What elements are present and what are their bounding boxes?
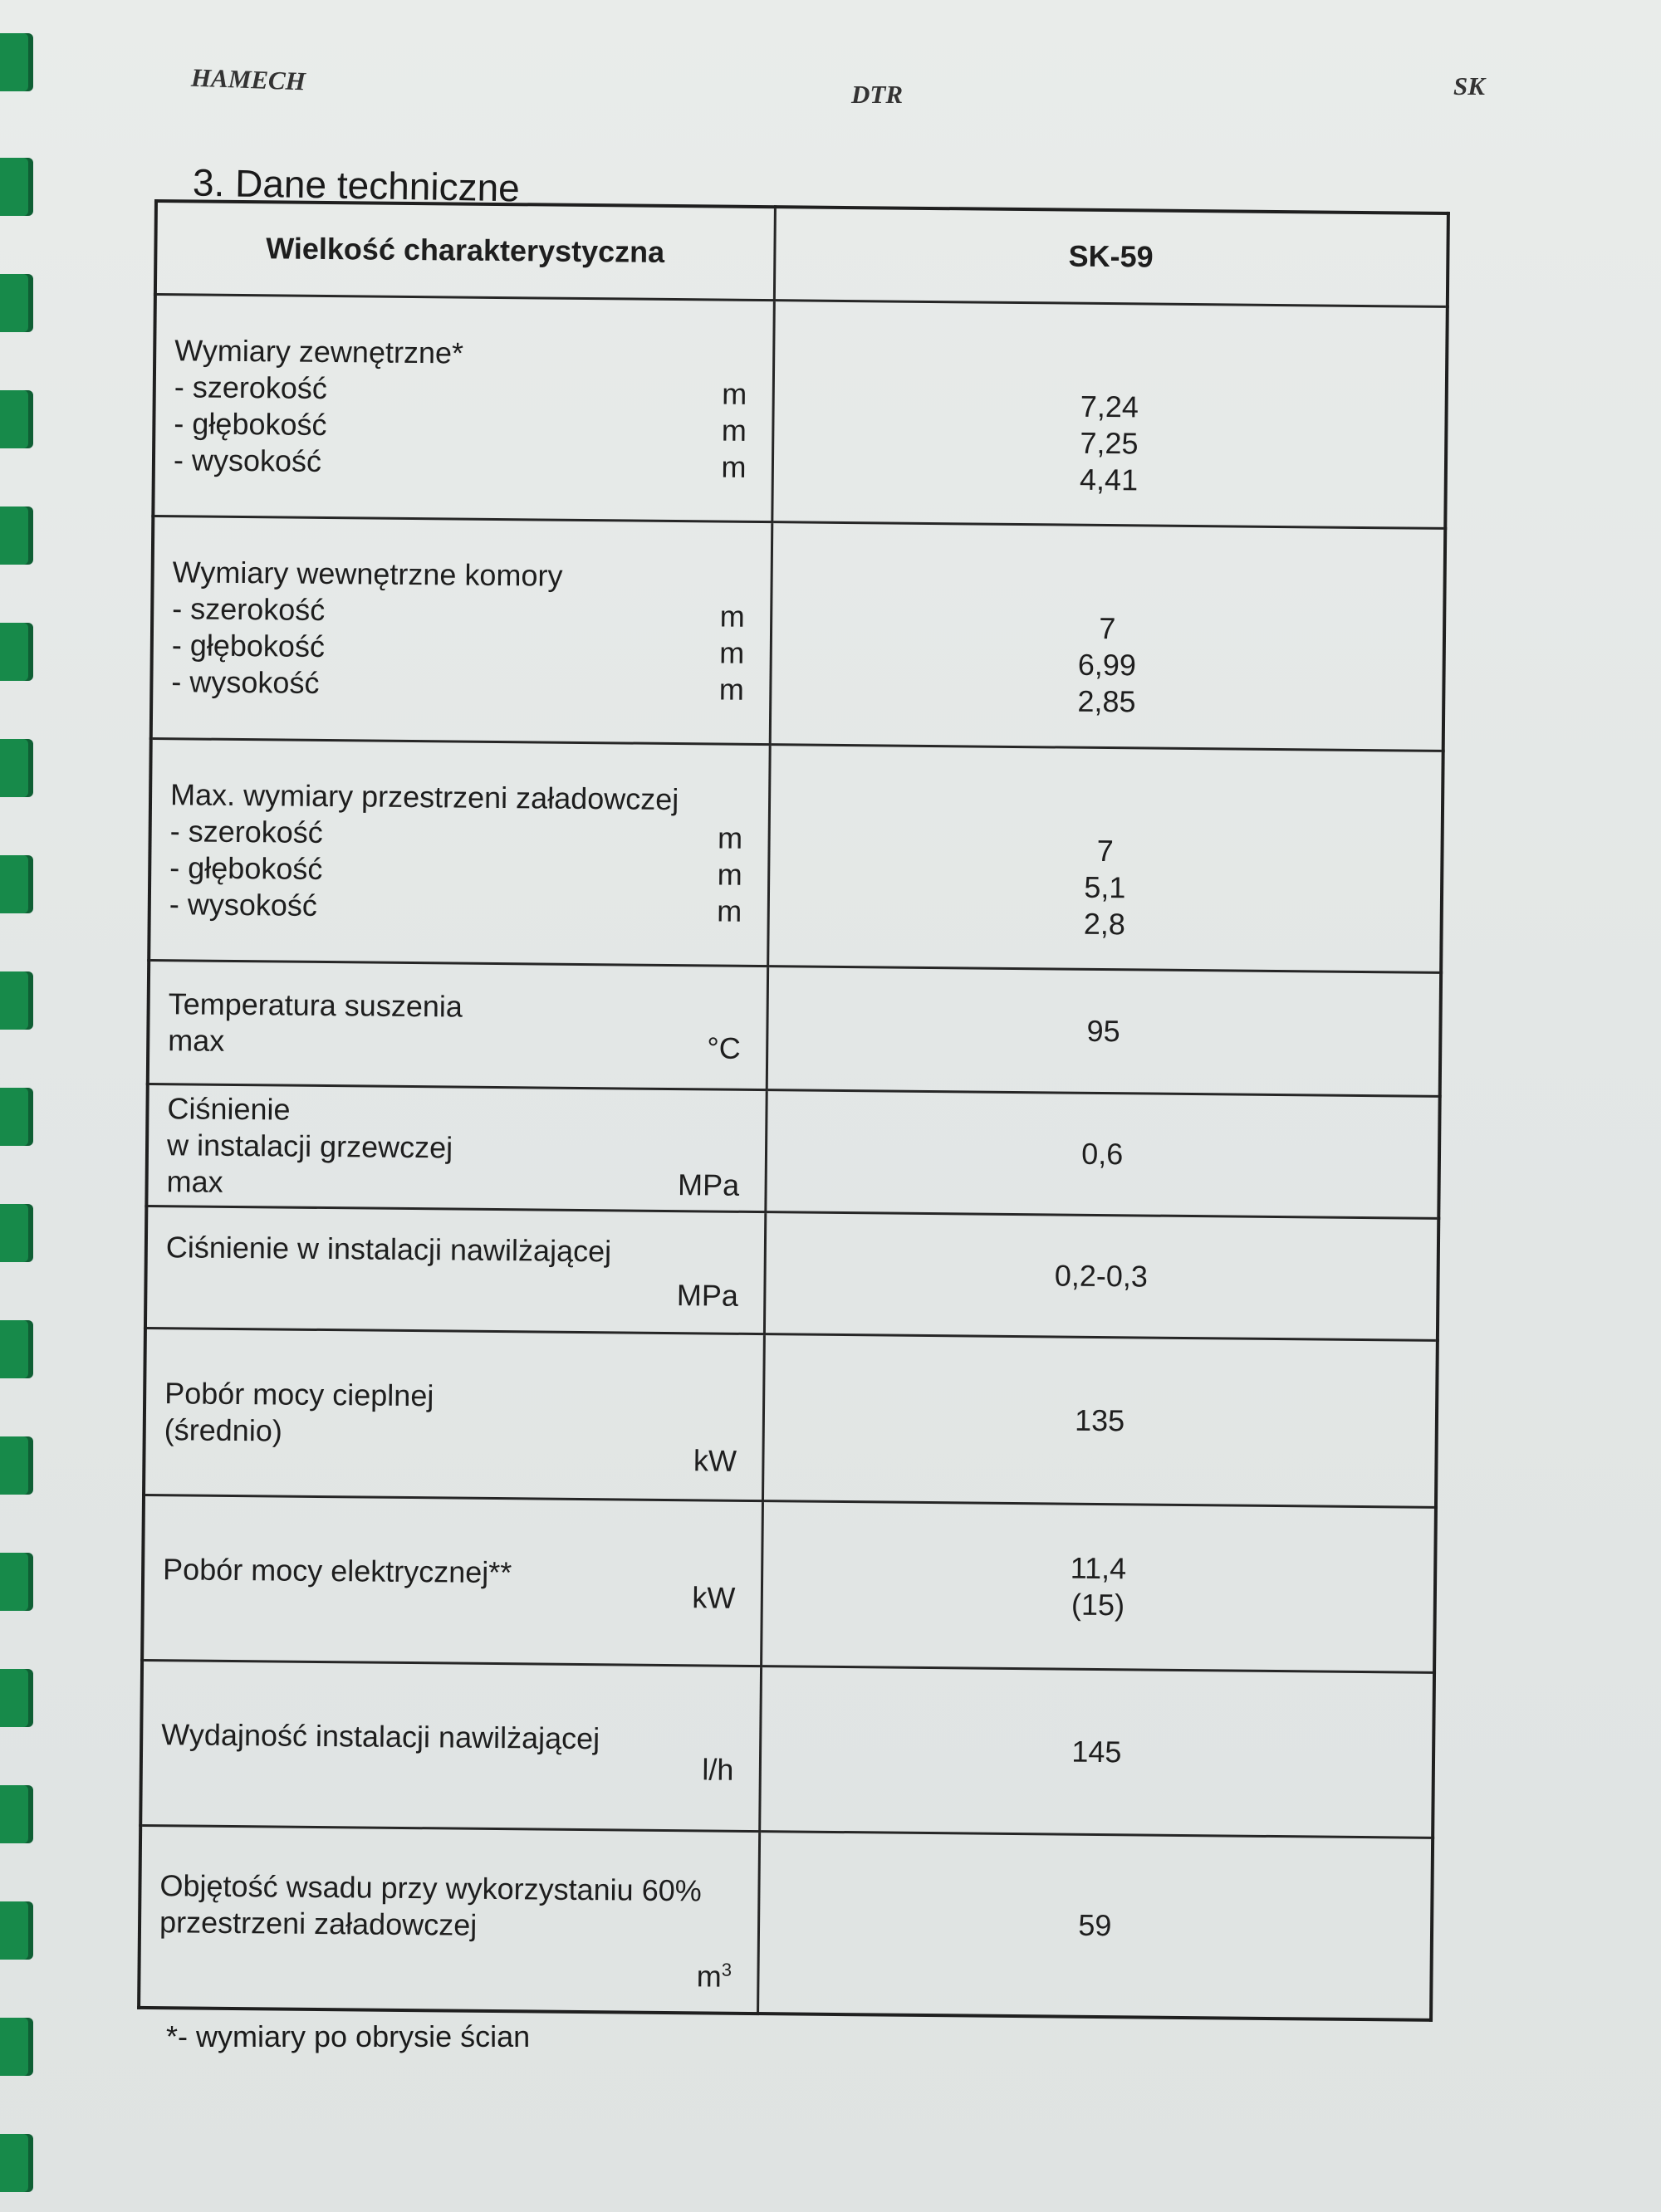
table-row [145,1206,1438,1340]
parameter-cell [145,1206,765,1334]
parameter-cell [148,961,767,1090]
unit-label: kW [692,1580,736,1615]
unit-exponent: 3 [721,1959,733,1980]
parameter-label: max [166,1164,223,1199]
parameter-label: - głębokość [169,850,323,886]
table-row [153,294,1447,528]
parameter-label: Pobór mocy cieplnej [164,1375,434,1413]
value-text: 0,2-0,3 [1054,1258,1149,1294]
value-text: 135 [1074,1402,1125,1438]
value-cell [767,744,1443,972]
value-text: 2,85 [1077,684,1136,719]
parameter-label: Wydajność instalacji nawilżającej [161,1717,600,1756]
column-header-parameter: Wielkość charakterystyczna [155,201,775,300]
value-cell [764,1212,1438,1341]
unit-label: m [721,413,747,448]
unit-label: m [719,635,745,670]
unit-label: m [718,672,745,707]
parameter-label: Max. wymiary przestrzeni załadowczej [169,777,679,817]
parameter-label: Wymiary zewnętrzne* [174,333,464,370]
parameter-label: max [168,1023,225,1059]
parameter-label: - wysokość [169,887,318,922]
unit-base: m [696,1959,722,1994]
unit-label: m [717,893,742,929]
value-text: 145 [1071,1734,1122,1769]
parameter-label: - głębokość [171,628,326,664]
table-row [148,961,1441,1097]
parameter-label: Ciśnienie w instalacji nawilżającej [165,1230,612,1269]
unit-label: m [717,857,742,893]
unit-label: m [722,376,747,412]
footnote: *- wymiary po obrysie ścian [166,2019,531,2053]
table-row [142,1495,1436,1672]
parameter-label: - głębokość [174,406,327,442]
table-row [144,1328,1438,1507]
unit-label: kW [693,1443,737,1478]
header-doc-type: DTR [851,80,903,109]
parameter-label: Ciśnienie [167,1091,291,1127]
value-cell [772,300,1448,528]
parameter-cell [144,1328,764,1500]
table-row [151,516,1445,751]
value-text: 7 [1099,611,1116,646]
parameter-label: - wysokość [173,443,322,478]
parameter-cell [153,294,774,522]
parameter-label: - szerokość [174,369,328,405]
value-cell [765,1090,1439,1219]
parameter-label: Objętość wsadu przy wykorzystaniu 60% [159,1868,702,1908]
section-title: 3. Dane techniczne [192,160,521,210]
table-row [140,1660,1434,1838]
value-cell [761,1500,1436,1672]
table-row [139,1826,1433,2020]
value-cell [767,967,1441,1097]
value-cell [757,1832,1433,2020]
spiral-binding [0,0,50,2212]
unit-label: m [721,449,747,485]
value-text: 7,25 [1080,425,1139,461]
parameter-label: Wymiary wewnętrzne komory [172,555,563,594]
header-model: SK [1453,71,1485,100]
parameter-label: Temperatura suszenia [168,986,463,1024]
value-cell [762,1334,1438,1507]
spec-table-wrapper [137,199,1447,2022]
value-text: 5,1 [1084,869,1126,905]
parameter-label: - szerokość [169,814,323,849]
parameter-label: w instalacji grzewczej [166,1128,453,1165]
parameter-label: - szerokość [172,591,326,628]
value-text: 4,41 [1079,462,1139,497]
unit-label: °C [707,1030,741,1065]
parameter-label: (średnio) [164,1412,283,1448]
parameter-label: przestrzeni załadowczej [159,1905,478,1942]
unit-label: l/h [702,1752,734,1787]
unit-label: MPa [677,1167,740,1202]
unit-label: m [717,820,743,856]
value-text: (15) [1071,1587,1125,1622]
parameter-label: Pobór mocy elektrycznej** [162,1552,512,1590]
value-text: 59 [1078,1907,1112,1943]
table-row [146,1084,1439,1219]
column-header-model: SK-59 [774,207,1448,306]
value-cell [770,522,1446,751]
table-header-row [155,201,1448,306]
technical-data-table [137,199,1450,2022]
value-text: 95 [1086,1013,1120,1049]
parameter-cell [146,1084,766,1212]
parameter-cell [151,516,772,745]
unit-label: m [719,599,745,634]
parameter-cell [140,1660,761,1831]
table-row [149,738,1443,972]
parameter-label: - wysokość [171,664,320,701]
value-text: 11,4 [1070,1550,1127,1586]
parameter-cell [149,738,770,967]
value-text: 6,99 [1077,648,1137,683]
parameter-cell [142,1495,762,1666]
unit-label [697,1951,733,1994]
value-text: 0,6 [1081,1136,1124,1172]
value-text: 7,24 [1080,389,1139,424]
value-text: 7 [1096,833,1114,869]
value-text: 2,8 [1083,906,1126,942]
parameter-cell [139,1826,759,2014]
value-cell [759,1666,1434,1838]
unit-label: MPa [676,1277,739,1313]
header-company: HAMECH [190,62,306,96]
